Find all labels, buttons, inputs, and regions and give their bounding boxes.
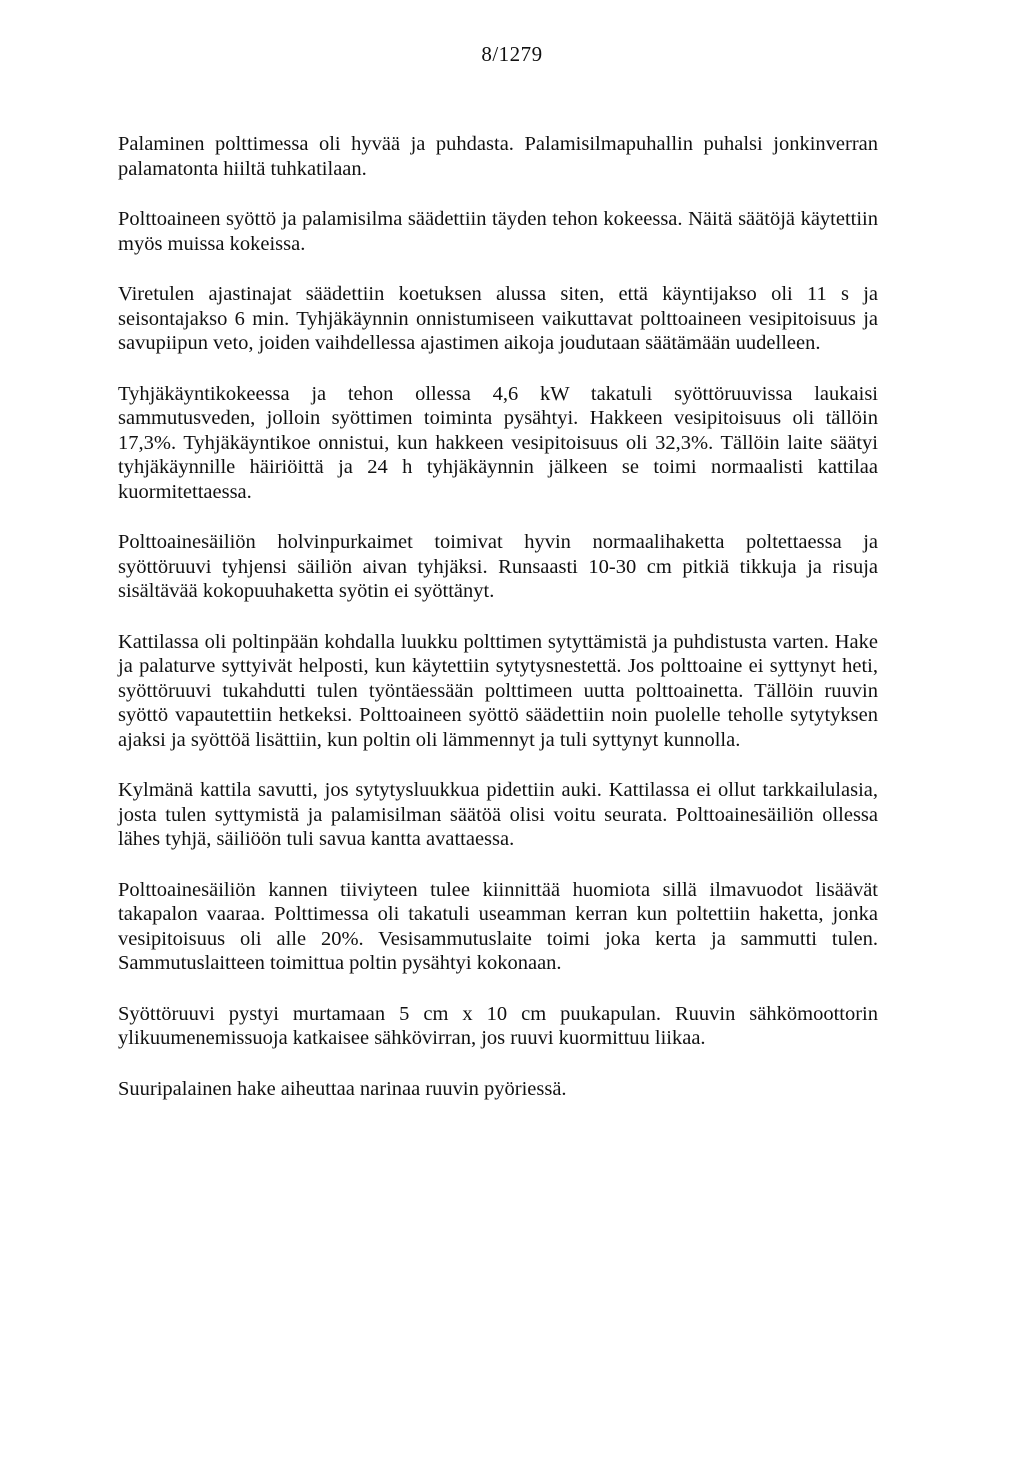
paragraph-8: Polttoainesäiliön kannen tiiviyteen tulee kiinnittää huomiota sillä ilmavuodot lisäävät takapalon vaaraa. Polttimessa oli takatuli useamman kerran kun poltettiin haketta, jonka vesipitoisuus oli alle 20%. Vesisammutuslaite toimi joka kerta ja sammutti tulen. Sammutuslaitteen toimittua poltin pysähtyi kokonaan.: [118, 878, 878, 974]
page-number: 8/1279: [481, 42, 543, 66]
paragraph-7: Kylmänä kattila savutti, jos sytytysluukkua pidettiin auki. Kattilassa ei ollut tarkkailulasia, josta tulen syttymistä ja palamisilman säätöä olisi voitu seurata. Polttoainesäiliön ollessa lähes tyhjä, säiliöön tuli savua kantta avattaessa.: [118, 779, 878, 850]
paragraph-2: Polttoaineen syöttö ja palamisilma säädettiin täyden tehon kokeessa. Näitä säätöjä käytettiin myös muissa kokeissa.: [118, 208, 878, 255]
paragraph-1: Palaminen polttimessa oli hyvää ja puhdasta. Palamisilmapuhallin puhalsi jonkinverran palamatonta hiiltä tuhkatilaan.: [118, 133, 878, 180]
paragraph-4: Tyhjäkäyntikokeessa ja tehon ollessa 4,6 kW takatuli syöttöruuvissa laukaisi sammutusveden, jolloin syöttimen toiminta pysähtyi. Hakkeen vesipitoisuus oli tällöin 17,3%. Tyhjäkäyntikoe onnistui, kun hakkeen vesipitoisuus oli 32,3%. Tällöin laite säätyi tyhjäkäynnille häiriöittä ja 24 h tyhjäkäynnin jälkeen se toimi normaalisti kattilaa kuormitettaessa.: [118, 382, 878, 503]
paragraph-3: Viretulen ajastinajat säädettiin koetuksen alussa siten, että käyntijakso oli 11 s ja seisontajakso 6 min. Tyhjäkäynnin onnistumiseen vaikuttavat polttoaineen vesipitoisuus ja savupiipun veto, joiden vaihdellessa ajastimen aikoja joudutaan säätämään uudelleen.: [118, 283, 878, 354]
document-body: [118, 132, 878, 1101]
paragraph-5: Polttoainesäiliön holvinpurkaimet toimivat hyvin normaalihaketta poltettaessa ja syöttöruuvi tyhjensi säiliön aivan tyhjäksi. Runsaasti 10-30 cm pitkiä tikkuja ja risuja sisältävää kokopuuhaketta syötin ei syöttänyt.: [118, 531, 878, 602]
paragraph-6: Kattilassa oli poltinpään kohdalla luukku polttimen sytyttämistä ja puhdistusta varten. Hake ja palaturve syttyivät helposti, kun käytettiin sytytysnestettä. Jos polttoaine ei syttynyt heti, syöttöruuvi tukahdutti tulen työntäessään polttimeen uutta polttoainetta. Tällöin ruuvin syöttö vapautettiin hetkeksi. Polttoaineen syöttö säädettiin noin puolelle teholle sytytyksen ajaksi ja syöttöä lisättiin, kun poltin oli lämmennyt ja tuli syttynyt kunnolla.: [118, 630, 878, 751]
paragraph-10: Suuripalainen hake aiheuttaa narinaa ruuvin pyöriessä.: [118, 1077, 567, 1100]
paragraph-9: Syöttöruuvi pystyi murtamaan 5 cm x 10 cm puukapulan. Ruuvin sähkömoottorin ylikuumenemissuoja katkaisee sähkövirran, jos ruuvi kuormittuu liikaa.: [118, 1002, 878, 1049]
